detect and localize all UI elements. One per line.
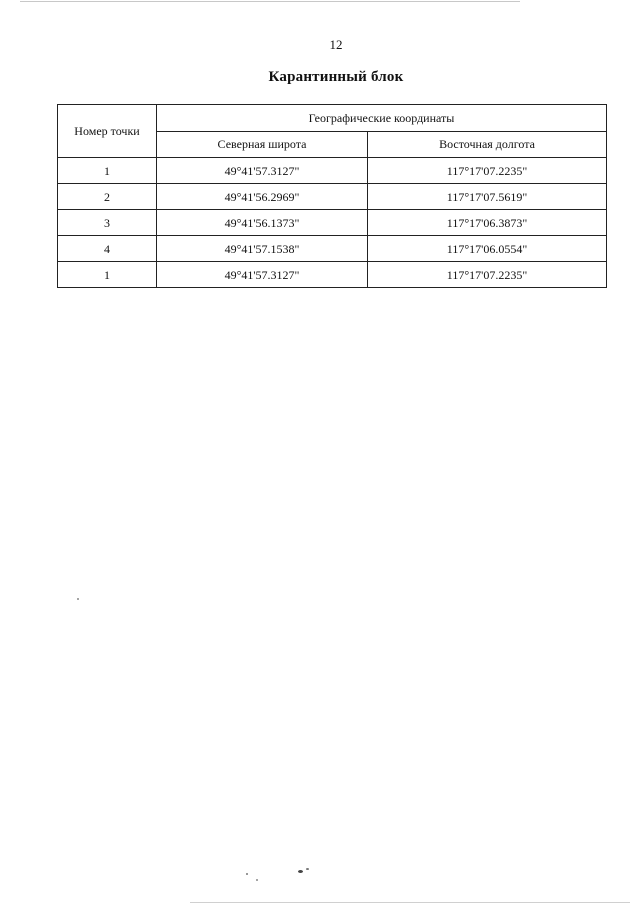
- header-point-number: Номер точки: [58, 105, 157, 158]
- scan-speck: [256, 879, 258, 881]
- table-row: [58, 184, 607, 210]
- cell-longitude: 117°17'06.0554": [368, 236, 607, 262]
- cell-point: 2: [58, 184, 157, 210]
- cell-latitude: 49°41'57.3127": [157, 262, 368, 288]
- cell-longitude: 117°17'06.3873": [368, 210, 607, 236]
- table-row: [58, 158, 607, 184]
- scan-speck: [77, 598, 79, 600]
- cell-latitude: 49°41'56.1373": [157, 210, 368, 236]
- table-header-row: [58, 105, 607, 132]
- header-geo-coordinates: Географические координаты: [157, 105, 607, 132]
- cell-longitude: 117°17'07.5619": [368, 184, 607, 210]
- cell-latitude: 49°41'56.2969": [157, 184, 368, 210]
- cell-point: 1: [58, 262, 157, 288]
- scan-speck: [246, 873, 248, 875]
- scan-speck: [298, 870, 303, 873]
- header-east-longitude: Восточная долгота: [368, 131, 607, 158]
- cell-longitude: 117°17'07.2235": [368, 262, 607, 288]
- table-row: [58, 262, 607, 288]
- table-row: [58, 236, 607, 262]
- page-number: 12: [329, 37, 343, 52]
- cell-latitude: 49°41'57.3127": [157, 158, 368, 184]
- scan-edge-top: [20, 1, 520, 2]
- cell-point: 4: [58, 236, 157, 262]
- header-north-latitude: Северная широта: [157, 131, 368, 158]
- document-title: Карантинный блок: [268, 69, 404, 85]
- cell-point: 3: [58, 210, 157, 236]
- scan-edge-bottom: [190, 902, 630, 903]
- cell-latitude: 49°41'57.1538": [157, 236, 368, 262]
- cell-point: 1: [58, 158, 157, 184]
- table-row: [58, 210, 607, 236]
- cell-longitude: 117°17'07.2235": [368, 158, 607, 184]
- coordinates-table: [57, 104, 607, 288]
- scan-speck: [306, 868, 309, 870]
